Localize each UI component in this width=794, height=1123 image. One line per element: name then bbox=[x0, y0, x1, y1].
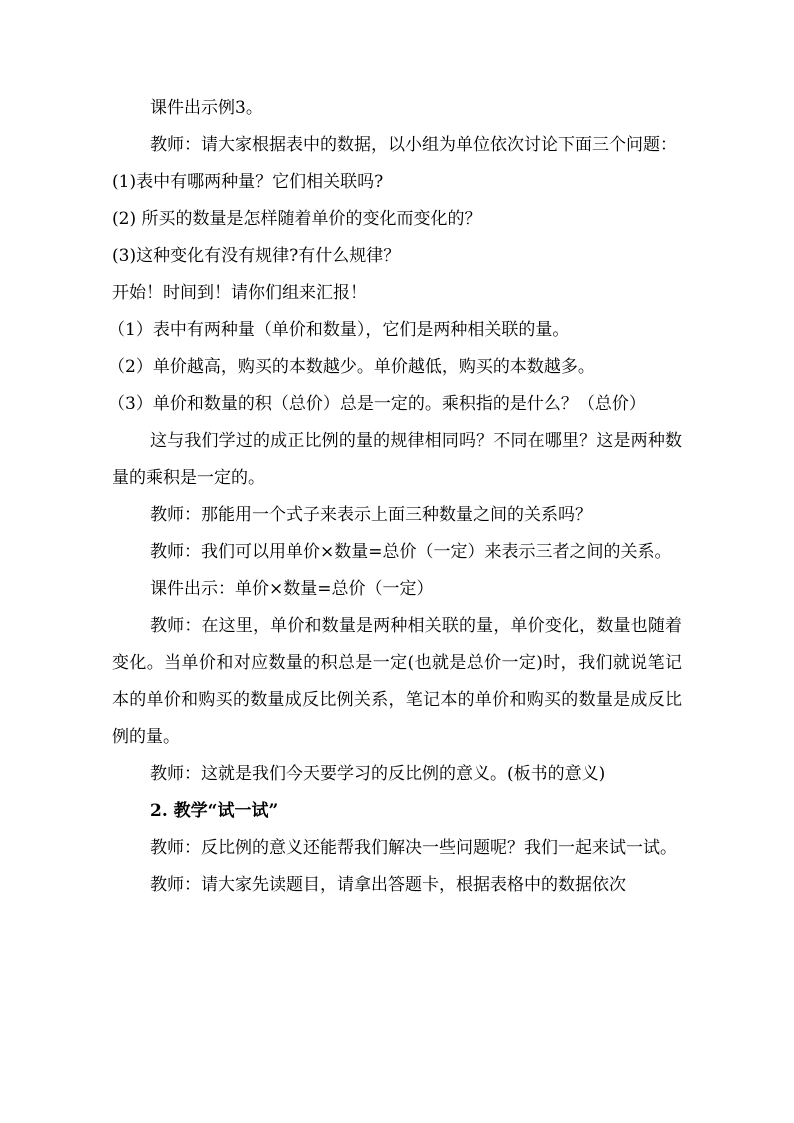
paragraph-courseware-formula: 课件出示：单价×数量=总价（一定） bbox=[150, 579, 434, 599]
paragraph-definition: 教师：在这里，单价和数量是两种相关联的量，单价变化，数量也随着变化。当单价和对应数量的积总是一定(也就是总价一定)时，我们就说笔记本的单价和购买的数量成反比例关系，笔记本的单价和购买的数量是成反比例的量。 bbox=[112, 616, 682, 747]
question-1: (1)表中有哪两种量？它们相关联吗? bbox=[112, 172, 384, 192]
answer-3: （3）单价和数量的积（总价）总是一定的。乘积指的是什么？（总价） bbox=[108, 394, 646, 414]
answer-1: （1）表中有两种量（单价和数量），它们是两种相关联的量。 bbox=[108, 320, 570, 340]
paragraph-teacher-formula-question: 教师：那能用一个式子来表示上面三种数量之间的关系吗？ bbox=[150, 505, 592, 525]
paragraph-teacher-formula: 教师：我们可以用单价×数量=总价（一定）来表示三者之间的关系。 bbox=[150, 542, 672, 562]
answer-2: （2）单价越高，购买的本数越少。单价越低，购买的本数越多。 bbox=[108, 357, 595, 377]
document-body bbox=[108, 90, 682, 904]
paragraph-teacher-discuss: 教师：请大家根据表中的数据，以小组为单位依次讨论下面三个问题： bbox=[150, 135, 677, 155]
paragraph-read-question: 教师：请大家先读题目，请拿出答题卡，根据表格中的数据依次 bbox=[150, 875, 626, 895]
paragraph-example-3: 课件出示例3。 bbox=[150, 98, 263, 118]
paragraph-try-intro: 教师：反比例的意义还能帮我们解决一些问题呢？我们一起来试一试。 bbox=[150, 838, 677, 858]
paragraph-report: 开始！时间到！请你们组来汇报！ bbox=[112, 283, 367, 303]
paragraph-compare: 这与我们学过的成正比例的量的规律相同吗？不同在哪里？这是两种数量的乘积是一定的。 bbox=[112, 431, 682, 488]
question-2: (2) 所买的数量是怎样随着单价的变化而变化的？ bbox=[112, 209, 482, 229]
section-heading-try: 2. 教学“试一试” bbox=[150, 801, 279, 821]
question-3: (3)这种变化有没有规律?有什么规律？ bbox=[112, 246, 401, 266]
paragraph-meaning: 教师：这就是我们今天要学习的反比例的意义。(板书的意义) bbox=[150, 764, 606, 784]
